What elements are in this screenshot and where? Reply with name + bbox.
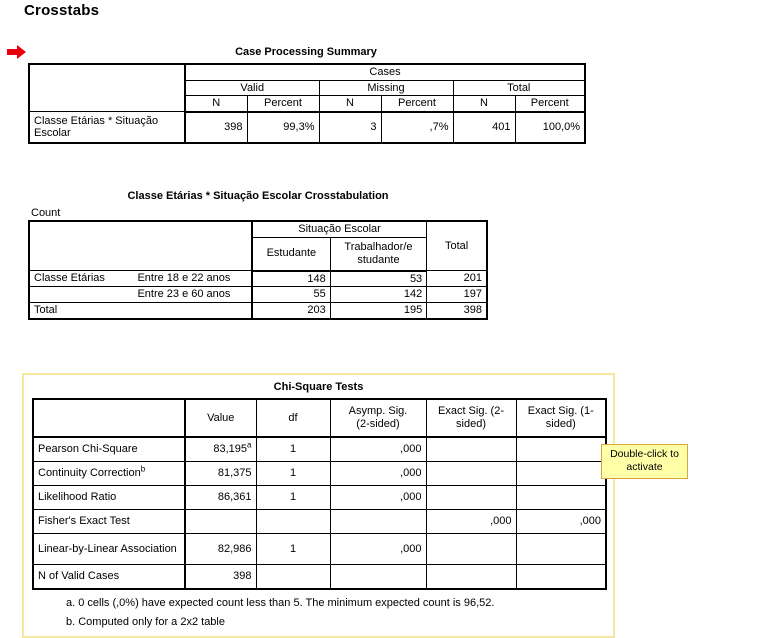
cell-value-text: 82,986 bbox=[217, 542, 252, 555]
tooltip-line-1: Double-click to bbox=[610, 448, 679, 460]
case-processing-summary-block[interactable] bbox=[28, 46, 586, 144]
cell-value bbox=[185, 486, 256, 510]
chi-square-tests-caption: Chi-Square Tests bbox=[273, 381, 364, 393]
row-label bbox=[33, 510, 185, 534]
cell-row-total: 201 bbox=[427, 271, 487, 287]
table-row bbox=[29, 112, 585, 144]
group-missing: Missing bbox=[319, 80, 453, 96]
header-exact-sig-1 bbox=[516, 399, 606, 437]
cell-exact-sig-2 bbox=[426, 437, 516, 462]
column-header-estudante: Estudante bbox=[252, 237, 330, 271]
cell-value bbox=[185, 462, 256, 486]
cell-df: 1 bbox=[256, 462, 330, 486]
cell-exact-sig-2 bbox=[426, 565, 516, 590]
cell-total-n: 401 bbox=[453, 112, 515, 144]
cell-exact-sig-1 bbox=[516, 486, 606, 510]
cell-df: 1 bbox=[256, 534, 330, 565]
cell-exact-sig-1 bbox=[516, 437, 606, 462]
cell-asymp-sig: ,000 bbox=[330, 462, 426, 486]
table-row bbox=[29, 221, 487, 237]
cell-trabalhador: 142 bbox=[330, 287, 426, 303]
case-processing-summary-caption: Case Processing Summary bbox=[235, 46, 377, 58]
row-category-label: Entre 18 e 22 anos bbox=[133, 271, 252, 287]
row-label-text: Continuity Correction bbox=[38, 467, 141, 480]
cell-exact-sig-1 bbox=[516, 565, 606, 590]
cell-valid-percent: 99,3% bbox=[247, 112, 319, 144]
column-header-trabalhador-estudante bbox=[330, 237, 426, 271]
cell-value-text: 81,375 bbox=[217, 467, 252, 480]
red-right-arrow-icon bbox=[6, 44, 28, 60]
cell-asymp-sig bbox=[330, 510, 426, 534]
row-label bbox=[33, 437, 185, 462]
cell-value bbox=[185, 534, 256, 565]
cell-df: 1 bbox=[256, 437, 330, 462]
case-processing-summary-table[interactable] bbox=[28, 63, 586, 144]
row-label bbox=[33, 462, 185, 486]
table-row bbox=[33, 565, 606, 590]
cell-value bbox=[185, 510, 256, 534]
row-label: Classe Etárias * Situação Escolar bbox=[29, 112, 185, 144]
row-label-text: Likelihood Ratio bbox=[38, 491, 117, 504]
cell-asymp-sig: ,000 bbox=[330, 437, 426, 462]
header-asymp-sig-line-2: (2-sided) bbox=[356, 418, 400, 430]
group-valid: Valid bbox=[185, 80, 319, 96]
cell-df: 1 bbox=[256, 486, 330, 510]
header-value: Value bbox=[185, 399, 256, 437]
total-row-label: Total bbox=[29, 302, 252, 318]
table-row bbox=[29, 287, 487, 303]
page-title: Crosstabs bbox=[24, 2, 100, 19]
row-label bbox=[33, 565, 185, 590]
row-label-text: Fisher's Exact Test bbox=[38, 515, 130, 528]
corner-cell bbox=[29, 221, 252, 271]
cell-missing-n: 3 bbox=[319, 112, 381, 144]
footnote-b: b. Computed only for a 2x2 table bbox=[66, 616, 225, 628]
row-variable-spacer bbox=[29, 287, 133, 303]
header-asymp-sig-line-1: Asymp. Sig. bbox=[348, 405, 408, 418]
row-category-label: Entre 23 e 60 anos bbox=[133, 287, 252, 303]
row-label bbox=[33, 534, 185, 565]
header-exact-sig-2-line-2: sided) bbox=[456, 418, 486, 430]
table-row bbox=[33, 534, 606, 565]
header-exact-sig-1-line-2: sided) bbox=[545, 418, 576, 430]
column-header-total: Total bbox=[427, 221, 487, 271]
cell-exact-sig-2: ,000 bbox=[426, 510, 516, 534]
cell-value-superscript: a bbox=[247, 440, 252, 450]
crosstabulation-caption: Classe Etárias * Situação Escolar Crosstabulation bbox=[127, 190, 389, 202]
subheader-total-n: N bbox=[453, 96, 515, 112]
table-row bbox=[29, 64, 585, 80]
row-label-superscript: b bbox=[140, 464, 146, 474]
footnote-a: a. 0 cells (,0%) have expected count less than 5. The minimum expected count is 96,52. bbox=[66, 597, 495, 609]
cell-df bbox=[256, 565, 330, 590]
table-row bbox=[33, 462, 606, 486]
group-total: Total bbox=[453, 80, 585, 96]
cell-exact-sig-2 bbox=[426, 534, 516, 565]
cell-trabalhador: 53 bbox=[330, 271, 426, 287]
header-exact-sig-1-line-1: Exact Sig. (1- bbox=[527, 405, 594, 418]
header-exact-sig-2 bbox=[426, 399, 516, 437]
cell-grand-total: 398 bbox=[427, 302, 487, 318]
column-header-line-1: Trabalhador/e bbox=[344, 241, 413, 253]
crosstabulation-block[interactable] bbox=[28, 190, 488, 320]
table-row bbox=[29, 302, 487, 318]
cell-exact-sig-2 bbox=[426, 486, 516, 510]
row-label-text: N of Valid Cases bbox=[38, 570, 120, 583]
subheader-valid-percent: Percent bbox=[247, 96, 319, 112]
tooltip-line-2: activate bbox=[626, 461, 663, 474]
chi-square-tests-table[interactable] bbox=[32, 398, 607, 590]
cell-exact-sig-2 bbox=[426, 462, 516, 486]
cell-estudante: 55 bbox=[252, 287, 330, 303]
cell-total-trabalhador: 195 bbox=[330, 302, 426, 318]
cell-asymp-sig: ,000 bbox=[330, 486, 426, 510]
table-row bbox=[33, 486, 606, 510]
column-header-line-2: studante bbox=[357, 253, 400, 266]
table-row bbox=[33, 399, 606, 437]
subheader-missing-percent: Percent bbox=[381, 96, 453, 112]
row-label-text: Linear-by-Linear Association bbox=[38, 542, 177, 555]
cell-value bbox=[185, 437, 256, 462]
corner-cell bbox=[29, 64, 185, 112]
column-spanner: Situação Escolar bbox=[252, 221, 427, 237]
cell-total-estudante: 203 bbox=[252, 302, 330, 318]
cell-value bbox=[185, 565, 256, 590]
double-click-to-activate-tooltip bbox=[601, 444, 688, 479]
cell-valid-n: 398 bbox=[185, 112, 247, 144]
cell-value-text: 398 bbox=[233, 570, 252, 583]
crosstabulation-table[interactable] bbox=[28, 220, 488, 320]
cell-total-percent: 100,0% bbox=[515, 112, 585, 144]
subheader-total-percent: Percent bbox=[515, 96, 585, 112]
subheader-missing-n: N bbox=[319, 96, 381, 112]
row-label bbox=[33, 486, 185, 510]
header-df: df bbox=[256, 399, 330, 437]
table-row bbox=[33, 510, 606, 534]
cell-asymp-sig bbox=[330, 565, 426, 590]
cell-exact-sig-1 bbox=[516, 534, 606, 565]
cell-estudante: 148 bbox=[252, 271, 330, 287]
cell-value-text: 83,195 bbox=[213, 443, 248, 456]
row-label-text: Pearson Chi-Square bbox=[38, 443, 138, 456]
crosstabulation-count-label: Count bbox=[31, 207, 61, 219]
subheader-valid-n: N bbox=[185, 96, 247, 112]
corner-cell bbox=[33, 399, 185, 437]
cell-df bbox=[256, 510, 330, 534]
chi-square-tests-block[interactable] bbox=[22, 373, 615, 638]
cell-row-total: 197 bbox=[427, 287, 487, 303]
cell-exact-sig-1 bbox=[516, 462, 606, 486]
header-asymp-sig bbox=[330, 399, 426, 437]
table-row bbox=[29, 271, 487, 287]
header-exact-sig-2-line-1: Exact Sig. (2- bbox=[437, 405, 505, 418]
cell-asymp-sig: ,000 bbox=[330, 534, 426, 565]
row-variable-label: Classe Etárias bbox=[29, 271, 133, 287]
cell-missing-percent: ,7% bbox=[381, 112, 453, 144]
table-row bbox=[33, 437, 606, 462]
spanner-cases: Cases bbox=[185, 64, 585, 80]
cell-exact-sig-1: ,000 bbox=[516, 510, 606, 534]
cell-value-text: 86,361 bbox=[217, 491, 252, 504]
